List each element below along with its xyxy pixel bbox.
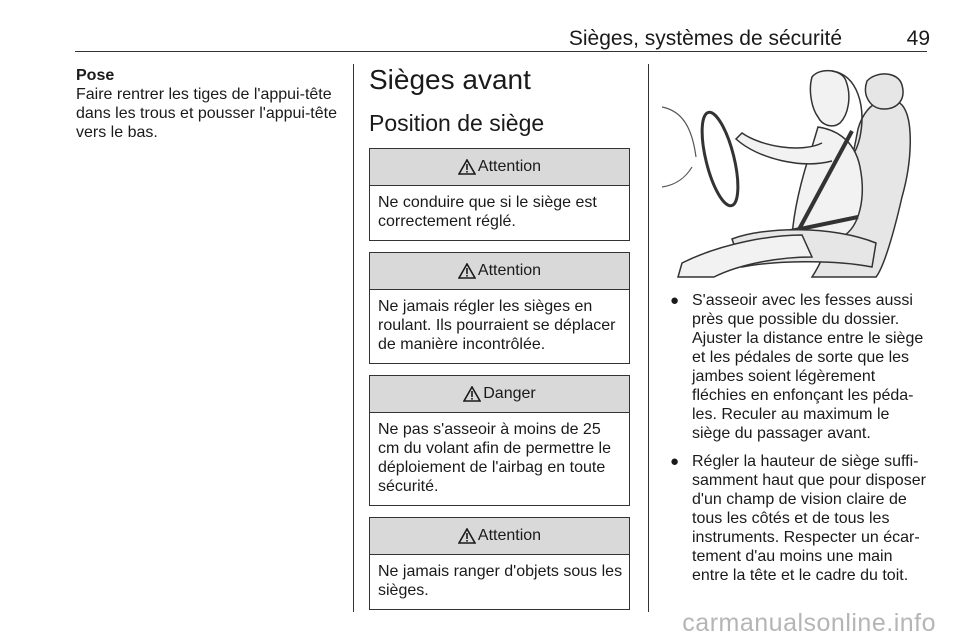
list-item-text: S'asseoir avec les fesses aussi près que possible du dossier. Ajuster la distance entre le siège et les pédales de sorte que les jambes soient légèrement fléchies en enfonçant les péda-les. Reculer au maximum le siège du passager avant. [692,292,924,442]
page-heading: Sièges avant [369,64,531,95]
warning-box [369,252,630,364]
pose-heading: Pose [76,67,115,84]
warning-triangle-icon [458,528,476,544]
warning-box [369,148,630,241]
driver-seat-illustration [662,67,926,279]
warning-triangle-icon [458,159,476,175]
list-item [664,452,930,585]
warning-box-title: Attention [477,262,542,279]
list-item-text: Régler la hauteur de siège suffi-samment haut que pour disposer d'un champ de vision claire de tous les côtés et de tous les instruments. Respecter un écar-tement d'au moins une main entre la tête et le cadre du toit. [692,453,926,584]
instruction-list [664,291,930,594]
warning-box-header [370,253,629,290]
warning-box-title: Attention [477,527,542,544]
danger-box [369,375,630,506]
bullet-icon: ● [670,453,680,470]
header-rule [75,51,927,52]
column-divider [648,64,649,612]
warning-box-title: Attention [477,158,542,175]
warning-triangle-icon [463,386,481,402]
page-number: 49 [906,27,930,50]
warning-box [369,517,630,610]
danger-box-header [370,376,629,413]
warning-box-text: Ne jamais ranger d'objets sous les sièges. [378,563,623,599]
column-divider [353,64,354,612]
danger-box-text: Ne pas s'asseoir à moins de 25 cm du volant afin de permettre le déploiement de l'airbag en toute sécurité. [378,421,612,495]
warning-box-text: Ne conduire que si le siège est correctement réglé. [378,194,597,230]
warning-box-header [370,518,629,555]
warning-box-header [370,149,629,186]
left-column [76,66,344,142]
warning-triangle-icon [458,263,476,279]
list-item [664,291,930,443]
danger-box-title: Danger [483,385,536,402]
warning-box-text: Ne jamais régler les sièges en roulant. Ils pourraient se déplacer de manière incontrôlée. [378,298,616,353]
bullet-icon: ● [670,292,680,309]
watermark: carmanualsonline.info [682,609,936,637]
section-title: Sièges, systèmes de sécurité [568,27,842,50]
subheading: Position de siège [369,110,545,136]
middle-column [369,64,631,621]
pose-text: Faire rentrer les tiges de l'appui-tête dans les trous et pousser l'appui-tête vers le bas. [76,86,337,141]
